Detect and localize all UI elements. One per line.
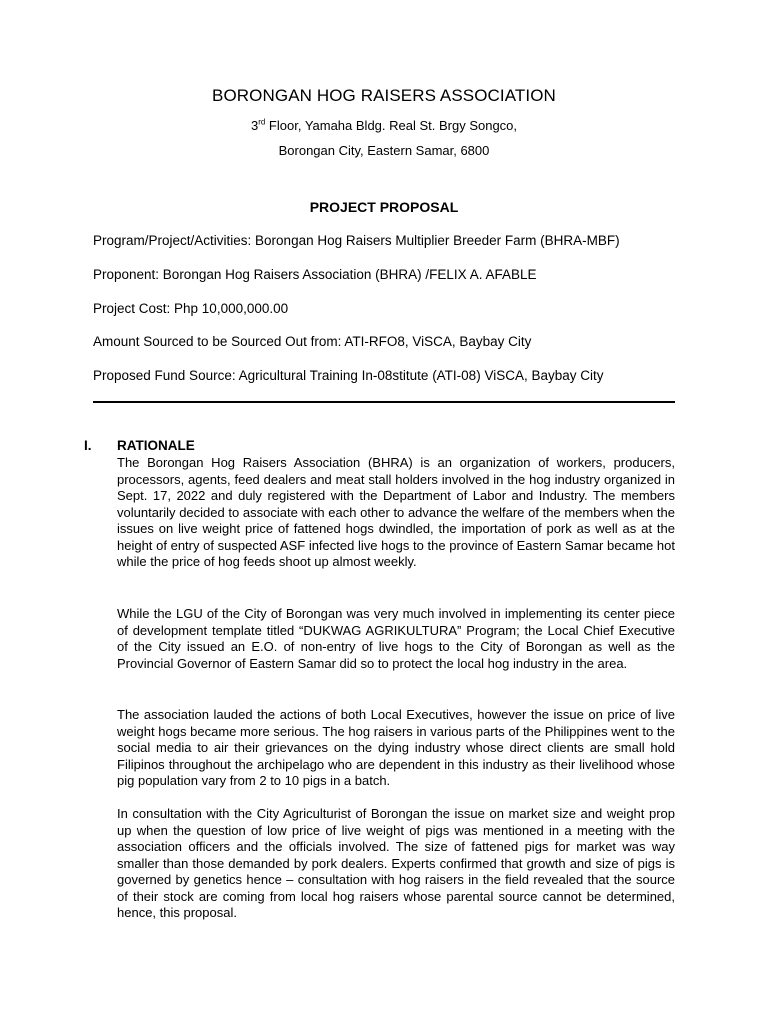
address-line-1-rest: Floor, Yamaha Bldg. Real St. Brgy Songco,: [265, 118, 518, 133]
rationale-paragraph-2: While the LGU of the City of Borongan was very much involved in implementing its center piece of development template titled “DUKWAG AGRIKULTURA” Program; the Local Chief Executive of the City issued an E.O. of non-entry of live hogs to the City of Borongan as well as the Provincial Governor of Eastern Samar did so to protect the local hog industry in the area.: [117, 606, 675, 671]
address-line-1: [0, 118, 768, 133]
rationale-paragraph-4: In consultation with the City Agriculturist of Borongan the issue on market size and weight prop up when the question of low price of live weight of pigs was mentioned in a meeting with the association officers and the officials involved. The size of fattened pigs for market was way smaller than those demanded by pork dealers. Experts confirmed that growth and size of pigs is governed by genetics hence – consultation with hog raisers in the field revealed that the source of their stock are coming from local hog raisers whose parental source cannot be determined, hence, this proposal.: [117, 806, 675, 920]
document-title: PROJECT PROPOSAL: [309, 199, 459, 215]
meta-fund-source: Proposed Fund Source: Agricultural Training In-08stitute (ATI-08) ViSCA, Baybay City: [93, 368, 604, 383]
meta-project-cost: Project Cost: Php 10,000,000.00: [93, 301, 289, 316]
address-floor-number: 3: [250, 118, 259, 133]
address-floor-suffix: rd: [258, 117, 266, 127]
organization-name: BORONGAN HOG RAISERS ASSOCIATION: [212, 86, 556, 105]
meta-amount-source: Amount Sourced to be Sourced Out from: ATI-RFO8, ViSCA, Baybay City: [93, 334, 532, 349]
section-number: I.: [84, 438, 92, 453]
horizontal-rule: [93, 401, 675, 403]
section-title: RATIONALE: [117, 438, 195, 453]
meta-proponent: Proponent: Borongan Hog Raisers Association (BHRA) /FELIX A. AFABLE: [93, 267, 537, 282]
address-line-2: Borongan City, Eastern Samar, 6800: [278, 143, 490, 158]
meta-program: Program/Project/Activities: Borongan Hog Raisers Multiplier Breeder Farm (BHRA-MBF): [93, 233, 620, 248]
rationale-paragraph-1: The Borongan Hog Raisers Association (BHRA) is an organization of workers, producers, processors, agents, feed dealers and meat stall holders involved in the hog industry organized in Sept. 17, 2022 and duly registered with the Department of Labor and Industry. The members voluntarily decided to associate with each other to advance the welfare of the members when the issues on live weight price of fattened hogs dwindled, the importation of pork as well as at the height of entry of suspected ASF infected live hogs to the province of Eastern Samar became hot while the price of hog feeds shoot up almost weekly.: [117, 455, 675, 569]
rationale-paragraph-3: The association lauded the actions of both Local Executives, however the issue on price of live weight hogs became more serious. The hog raisers in various parts of the Philippines went to the social media to air their grievances on the dying industry whose direct clients are small hold Filipinos throughout the archipelago who are dependent in this industry as their livelihood whose pig population vary from 2 to 10 pigs in a batch.: [117, 707, 675, 788]
